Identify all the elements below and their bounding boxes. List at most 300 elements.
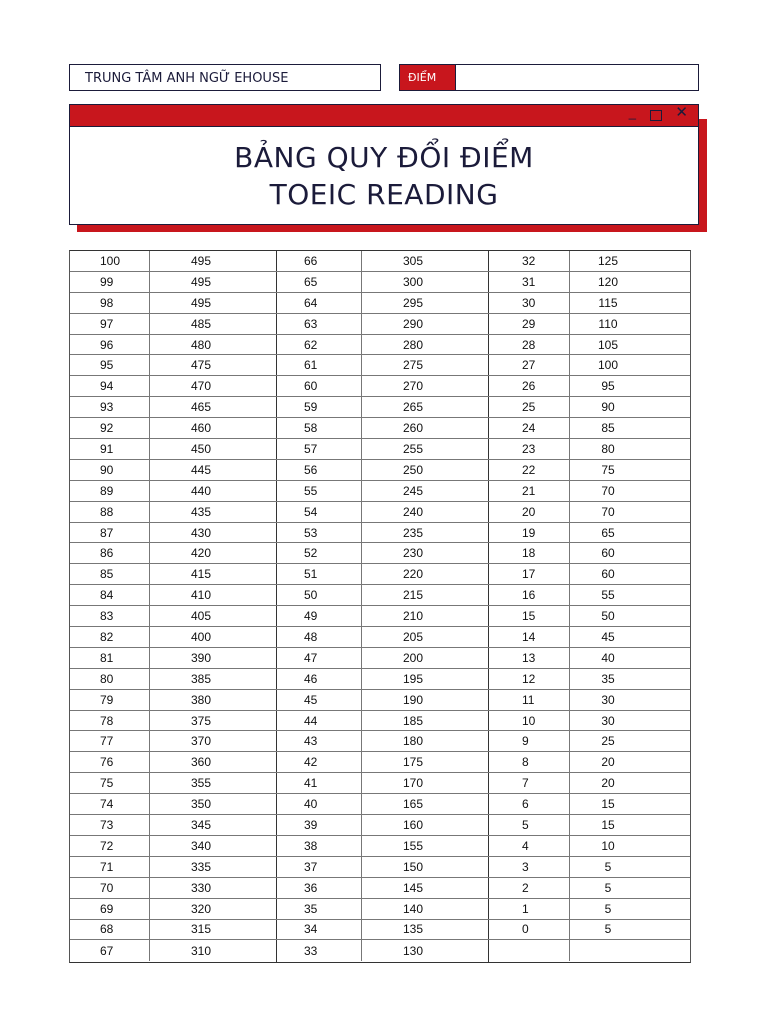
- table-row: [276, 502, 488, 523]
- converted-score-cell: 200: [402, 650, 424, 665]
- converted-score-cell: 240: [402, 504, 424, 519]
- correct-answers-cell: 43: [276, 731, 362, 751]
- converted-score-cell: 165: [402, 797, 424, 812]
- table-row: [488, 899, 690, 920]
- converted-score-cell: 100: [597, 358, 619, 373]
- converted-score-cell: 360: [190, 755, 212, 770]
- table-row: [70, 335, 276, 356]
- table-row: [488, 523, 690, 544]
- converted-score-cell: 460: [190, 421, 212, 436]
- correct-answers-cell: 40: [276, 794, 362, 814]
- table-column-1: [70, 251, 277, 962]
- converted-score-cell: 145: [402, 880, 424, 895]
- table-row: [276, 690, 488, 711]
- converted-score-cell: 300: [402, 274, 424, 289]
- table-row: [70, 502, 276, 523]
- table-row: [70, 752, 276, 773]
- converted-score-cell: 35: [601, 671, 615, 686]
- converted-score-cell: 95: [601, 379, 615, 394]
- table-row: [488, 585, 690, 606]
- converted-score-cell: 80: [601, 441, 615, 456]
- converted-score-cell: 20: [601, 776, 615, 791]
- correct-answers-cell: 80: [70, 669, 150, 689]
- converted-score-cell: 485: [190, 316, 212, 331]
- correct-answers-cell: 72: [70, 836, 150, 856]
- correct-answers-cell: 46: [276, 669, 362, 689]
- table-row: [70, 690, 276, 711]
- correct-answers-cell: 14: [488, 627, 570, 647]
- correct-answers-cell: 58: [276, 418, 362, 438]
- title-bar: [70, 105, 698, 127]
- correct-answers-cell: 3: [488, 857, 570, 877]
- correct-answers-cell: 34: [276, 920, 362, 940]
- table-row: [276, 418, 488, 439]
- correct-answers-cell: 39: [276, 815, 362, 835]
- table-row: [70, 418, 276, 439]
- correct-answers-cell: 6: [488, 794, 570, 814]
- converted-score-cell: 190: [402, 692, 424, 707]
- table-row: [276, 376, 488, 397]
- correct-answers-cell: 93: [70, 397, 150, 417]
- converted-score-cell: 435: [190, 504, 212, 519]
- table-row: [488, 648, 690, 669]
- converted-score-cell: 415: [190, 567, 212, 582]
- converted-score-cell: 215: [402, 588, 424, 603]
- converted-score-cell: 5: [604, 901, 612, 916]
- correct-answers-cell: 21: [488, 481, 570, 501]
- converted-score-cell: 5: [604, 880, 612, 895]
- correct-answers-cell: 71: [70, 857, 150, 877]
- table-row: [276, 940, 488, 961]
- table-row: [70, 878, 276, 899]
- table-row: [276, 711, 488, 732]
- converted-score-cell: 350: [190, 797, 212, 812]
- correct-answers-cell: 77: [70, 731, 150, 751]
- correct-answers-cell: 88: [70, 502, 150, 522]
- converted-score-cell: 230: [402, 546, 424, 561]
- converted-score-cell: 175: [402, 755, 424, 770]
- correct-answers-cell: 4: [488, 836, 570, 856]
- table-row: [276, 899, 488, 920]
- converted-score-cell: 410: [190, 588, 212, 603]
- converted-score-cell: 220: [402, 567, 424, 582]
- converted-score-cell: 20: [601, 755, 615, 770]
- table-row: [70, 899, 276, 920]
- converted-score-cell: 125: [597, 253, 619, 268]
- correct-answers-cell: 18: [488, 543, 570, 563]
- table-row: [488, 335, 690, 356]
- converted-score-cell: 385: [190, 671, 212, 686]
- converted-score-cell: 90: [601, 400, 615, 415]
- converted-score-cell: 140: [402, 901, 424, 916]
- correct-answers-cell: 96: [70, 335, 150, 355]
- table-row: [70, 543, 276, 564]
- table-row: [488, 397, 690, 418]
- converted-score-cell: 110: [598, 316, 618, 331]
- correct-answers-cell: 68: [70, 920, 150, 940]
- converted-score-cell: 355: [190, 776, 212, 791]
- table-row: [276, 920, 488, 941]
- correct-answers-cell: 47: [276, 648, 362, 668]
- table-row: [276, 439, 488, 460]
- table-row: [488, 669, 690, 690]
- correct-answers-cell: 5: [488, 815, 570, 835]
- converted-score-cell: 275: [402, 358, 424, 373]
- table-row: [276, 460, 488, 481]
- table-row: [488, 314, 690, 335]
- correct-answers-cell: 12: [488, 669, 570, 689]
- table-row: [488, 773, 690, 794]
- table-row: [488, 857, 690, 878]
- correct-answers-cell: 97: [70, 314, 150, 334]
- converted-score-cell: 135: [402, 922, 424, 937]
- converted-score-cell: 65: [601, 525, 615, 540]
- table-row: [488, 564, 690, 585]
- table-row: [70, 627, 276, 648]
- table-row: [488, 940, 690, 961]
- converted-score-cell: 400: [190, 629, 212, 644]
- table-row: [488, 502, 690, 523]
- score-conversion-table: [69, 250, 691, 963]
- converted-score-cell: 115: [598, 295, 618, 310]
- correct-answers-cell: 92: [70, 418, 150, 438]
- converted-score-cell: 420: [190, 546, 212, 561]
- converted-score-cell: 340: [190, 838, 212, 853]
- correct-answers-cell: 91: [70, 439, 150, 459]
- correct-answers-cell: 15: [488, 606, 570, 626]
- table-row: [276, 794, 488, 815]
- correct-answers-cell: 11: [488, 690, 570, 710]
- table-row: [70, 857, 276, 878]
- converted-score-cell: 495: [190, 274, 212, 289]
- table-row: [276, 251, 488, 272]
- converted-score-cell: 205: [402, 629, 424, 644]
- page-title: [70, 139, 698, 213]
- correct-answers-cell: 89: [70, 481, 150, 501]
- converted-score-cell: 280: [402, 337, 424, 352]
- converted-score-cell: 70: [601, 483, 615, 498]
- title-line-2: TOEIC READING: [269, 178, 499, 211]
- correct-answers-cell: 25: [488, 397, 570, 417]
- correct-answers-cell: 7: [488, 773, 570, 793]
- correct-answers-cell: 10: [488, 711, 570, 731]
- correct-answers-cell: [488, 940, 570, 961]
- correct-answers-cell: 60: [276, 376, 362, 396]
- converted-score-cell: 210: [402, 609, 424, 624]
- table-row: [488, 920, 690, 941]
- converted-score-cell: 155: [402, 838, 424, 853]
- table-row: [488, 878, 690, 899]
- center-name-box: [69, 64, 381, 91]
- table-row: [70, 606, 276, 627]
- title-line-1: BẢNG QUY ĐỔI ĐIỂM: [234, 141, 534, 174]
- correct-answers-cell: 87: [70, 523, 150, 543]
- table-row: [488, 815, 690, 836]
- minimize-icon: _: [628, 105, 636, 120]
- correct-answers-cell: 84: [70, 585, 150, 605]
- correct-answers-cell: 65: [276, 272, 362, 292]
- table-column-2: [276, 251, 489, 962]
- table-row: [70, 731, 276, 752]
- correct-answers-cell: 41: [276, 773, 362, 793]
- converted-score-cell: 250: [402, 462, 424, 477]
- correct-answers-cell: 81: [70, 648, 150, 668]
- converted-score-cell: 75: [601, 462, 615, 477]
- close-icon: ✕: [675, 104, 688, 121]
- correct-answers-cell: 94: [70, 376, 150, 396]
- converted-score-cell: 45: [601, 629, 615, 644]
- converted-score-cell: 50: [601, 609, 615, 624]
- correct-answers-cell: 55: [276, 481, 362, 501]
- table-row: [276, 481, 488, 502]
- converted-score-cell: 60: [601, 567, 615, 582]
- correct-answers-cell: 61: [276, 355, 362, 375]
- converted-score-cell: 330: [190, 880, 212, 895]
- converted-score-cell: 320: [190, 901, 212, 916]
- table-row: [488, 711, 690, 732]
- table-row: [70, 397, 276, 418]
- converted-score-cell: 345: [190, 817, 212, 832]
- table-row: [276, 355, 488, 376]
- table-row: [276, 523, 488, 544]
- correct-answers-cell: 75: [70, 773, 150, 793]
- converted-score-cell: 185: [402, 713, 424, 728]
- correct-answers-cell: 100: [70, 251, 150, 271]
- table-row: [276, 752, 488, 773]
- converted-score-cell: 245: [402, 483, 424, 498]
- score-label: ĐIỂM: [400, 65, 456, 90]
- correct-answers-cell: 67: [70, 940, 150, 961]
- correct-answers-cell: 0: [488, 920, 570, 940]
- correct-answers-cell: 86: [70, 543, 150, 563]
- table-row: [276, 836, 488, 857]
- converted-score-cell: 315: [190, 922, 212, 937]
- table-row: [488, 251, 690, 272]
- correct-answers-cell: 95: [70, 355, 150, 375]
- converted-score-cell: 25: [601, 734, 615, 749]
- correct-answers-cell: 45: [276, 690, 362, 710]
- table-row: [70, 920, 276, 941]
- correct-answers-cell: 44: [276, 711, 362, 731]
- converted-score-cell: 370: [190, 734, 212, 749]
- converted-score-cell: 30: [601, 692, 615, 707]
- converted-score-cell: 150: [402, 859, 424, 874]
- table-row: [488, 606, 690, 627]
- table-row: [488, 376, 690, 397]
- converted-score-cell: 495: [190, 295, 212, 310]
- table-row: [276, 606, 488, 627]
- center-name: TRUNG TÂM ANH NGỮ EHOUSE: [85, 71, 289, 86]
- correct-answers-cell: 85: [70, 564, 150, 584]
- converted-score-cell: 5: [604, 859, 612, 874]
- table-row: [70, 481, 276, 502]
- converted-score-cell: 480: [190, 337, 212, 352]
- converted-score-cell: [570, 940, 690, 961]
- table-row: [276, 543, 488, 564]
- correct-answers-cell: 20: [488, 502, 570, 522]
- correct-answers-cell: 56: [276, 460, 362, 480]
- converted-score-cell: 440: [190, 483, 212, 498]
- correct-answers-cell: 54: [276, 502, 362, 522]
- table-row: [488, 460, 690, 481]
- correct-answers-cell: 50: [276, 585, 362, 605]
- correct-answers-cell: 99: [70, 272, 150, 292]
- correct-answers-cell: 32: [488, 251, 570, 271]
- converted-score-cell: 170: [402, 776, 424, 791]
- correct-answers-cell: 52: [276, 543, 362, 563]
- correct-answers-cell: 26: [488, 376, 570, 396]
- correct-answers-cell: 57: [276, 439, 362, 459]
- correct-answers-cell: 66: [276, 251, 362, 271]
- converted-score-cell: 130: [402, 943, 424, 958]
- converted-score-cell: 195: [402, 671, 424, 686]
- correct-answers-cell: 62: [276, 335, 362, 355]
- table-row: [276, 669, 488, 690]
- converted-score-cell: 15: [601, 797, 615, 812]
- correct-answers-cell: 79: [70, 690, 150, 710]
- converted-score-cell: 380: [190, 692, 212, 707]
- table-row: [70, 648, 276, 669]
- converted-score-cell: 180: [402, 734, 424, 749]
- table-row: [488, 272, 690, 293]
- converted-score-cell: 445: [190, 462, 212, 477]
- table-row: [276, 731, 488, 752]
- table-row: [276, 815, 488, 836]
- correct-answers-cell: 8: [488, 752, 570, 772]
- table-row: [488, 690, 690, 711]
- correct-answers-cell: 98: [70, 293, 150, 313]
- correct-answers-cell: 31: [488, 272, 570, 292]
- table-row: [276, 272, 488, 293]
- converted-score-cell: 235: [402, 525, 424, 540]
- maximize-icon: [650, 110, 662, 121]
- converted-score-cell: 475: [190, 358, 212, 373]
- correct-answers-cell: 23: [488, 439, 570, 459]
- score-box: [399, 64, 699, 91]
- converted-score-cell: 70: [601, 504, 615, 519]
- correct-answers-cell: 28: [488, 335, 570, 355]
- table-row: [70, 314, 276, 335]
- converted-score-cell: 40: [601, 650, 615, 665]
- table-row: [488, 355, 690, 376]
- table-row: [276, 648, 488, 669]
- table-row: [488, 627, 690, 648]
- correct-answers-cell: 38: [276, 836, 362, 856]
- converted-score-cell: 295: [402, 295, 424, 310]
- table-row: [488, 752, 690, 773]
- correct-answers-cell: 69: [70, 899, 150, 919]
- table-row: [276, 335, 488, 356]
- table-row: [276, 293, 488, 314]
- converted-score-cell: 465: [190, 400, 212, 415]
- correct-answers-cell: 64: [276, 293, 362, 313]
- table-row: [70, 585, 276, 606]
- table-row: [488, 439, 690, 460]
- converted-score-cell: 85: [601, 421, 615, 436]
- table-row: [488, 836, 690, 857]
- table-row: [276, 857, 488, 878]
- table-row: [488, 794, 690, 815]
- table-row: [70, 460, 276, 481]
- converted-score-cell: 390: [190, 650, 212, 665]
- converted-score-cell: 15: [601, 817, 615, 832]
- correct-answers-cell: 2: [488, 878, 570, 898]
- correct-answers-cell: 16: [488, 585, 570, 605]
- converted-score-cell: 270: [402, 379, 424, 394]
- correct-answers-cell: 22: [488, 460, 570, 480]
- correct-answers-cell: 33: [276, 940, 362, 961]
- converted-score-cell: 105: [597, 337, 619, 352]
- converted-score-cell: 375: [190, 713, 212, 728]
- converted-score-cell: 120: [597, 274, 619, 289]
- converted-score-cell: 470: [190, 379, 212, 394]
- table-row: [70, 272, 276, 293]
- table-row: [70, 836, 276, 857]
- correct-answers-cell: 59: [276, 397, 362, 417]
- correct-answers-cell: 13: [488, 648, 570, 668]
- converted-score-cell: 495: [190, 253, 212, 268]
- converted-score-cell: 335: [190, 859, 212, 874]
- correct-answers-cell: 82: [70, 627, 150, 647]
- table-row: [488, 543, 690, 564]
- correct-answers-cell: 53: [276, 523, 362, 543]
- converted-score-cell: 30: [601, 713, 615, 728]
- correct-answers-cell: 36: [276, 878, 362, 898]
- correct-answers-cell: 17: [488, 564, 570, 584]
- converted-score-cell: 255: [402, 441, 424, 456]
- converted-score-cell: 405: [190, 609, 212, 624]
- converted-score-cell: 55: [601, 588, 615, 603]
- table-row: [70, 251, 276, 272]
- converted-score-cell: 60: [601, 546, 615, 561]
- correct-answers-cell: 70: [70, 878, 150, 898]
- converted-score-cell: 160: [402, 817, 424, 832]
- table-row: [276, 878, 488, 899]
- converted-score-cell: 290: [402, 316, 424, 331]
- table-row: [276, 314, 488, 335]
- correct-answers-cell: 83: [70, 606, 150, 626]
- correct-answers-cell: 24: [488, 418, 570, 438]
- table-row: [70, 794, 276, 815]
- converted-score-cell: 310: [190, 943, 212, 958]
- converted-score-cell: 305: [402, 253, 424, 268]
- converted-score-cell: 450: [190, 441, 212, 456]
- table-row: [70, 940, 276, 961]
- correct-answers-cell: 29: [488, 314, 570, 334]
- correct-answers-cell: 78: [70, 711, 150, 731]
- correct-answers-cell: 1: [488, 899, 570, 919]
- table-row: [70, 773, 276, 794]
- converted-score-cell: 10: [601, 838, 615, 853]
- converted-score-cell: 265: [402, 400, 424, 415]
- table-row: [70, 355, 276, 376]
- correct-answers-cell: 37: [276, 857, 362, 877]
- table-row: [70, 564, 276, 585]
- table-row: [488, 293, 690, 314]
- table-row: [70, 293, 276, 314]
- correct-answers-cell: 48: [276, 627, 362, 647]
- converted-score-cell: 430: [190, 525, 212, 540]
- table-row: [70, 523, 276, 544]
- correct-answers-cell: 42: [276, 752, 362, 772]
- table-row: [276, 397, 488, 418]
- title-window: [69, 104, 699, 225]
- table-row: [488, 418, 690, 439]
- converted-score-cell: 5: [604, 922, 612, 937]
- table-row: [70, 711, 276, 732]
- table-row: [70, 439, 276, 460]
- correct-answers-cell: 19: [488, 523, 570, 543]
